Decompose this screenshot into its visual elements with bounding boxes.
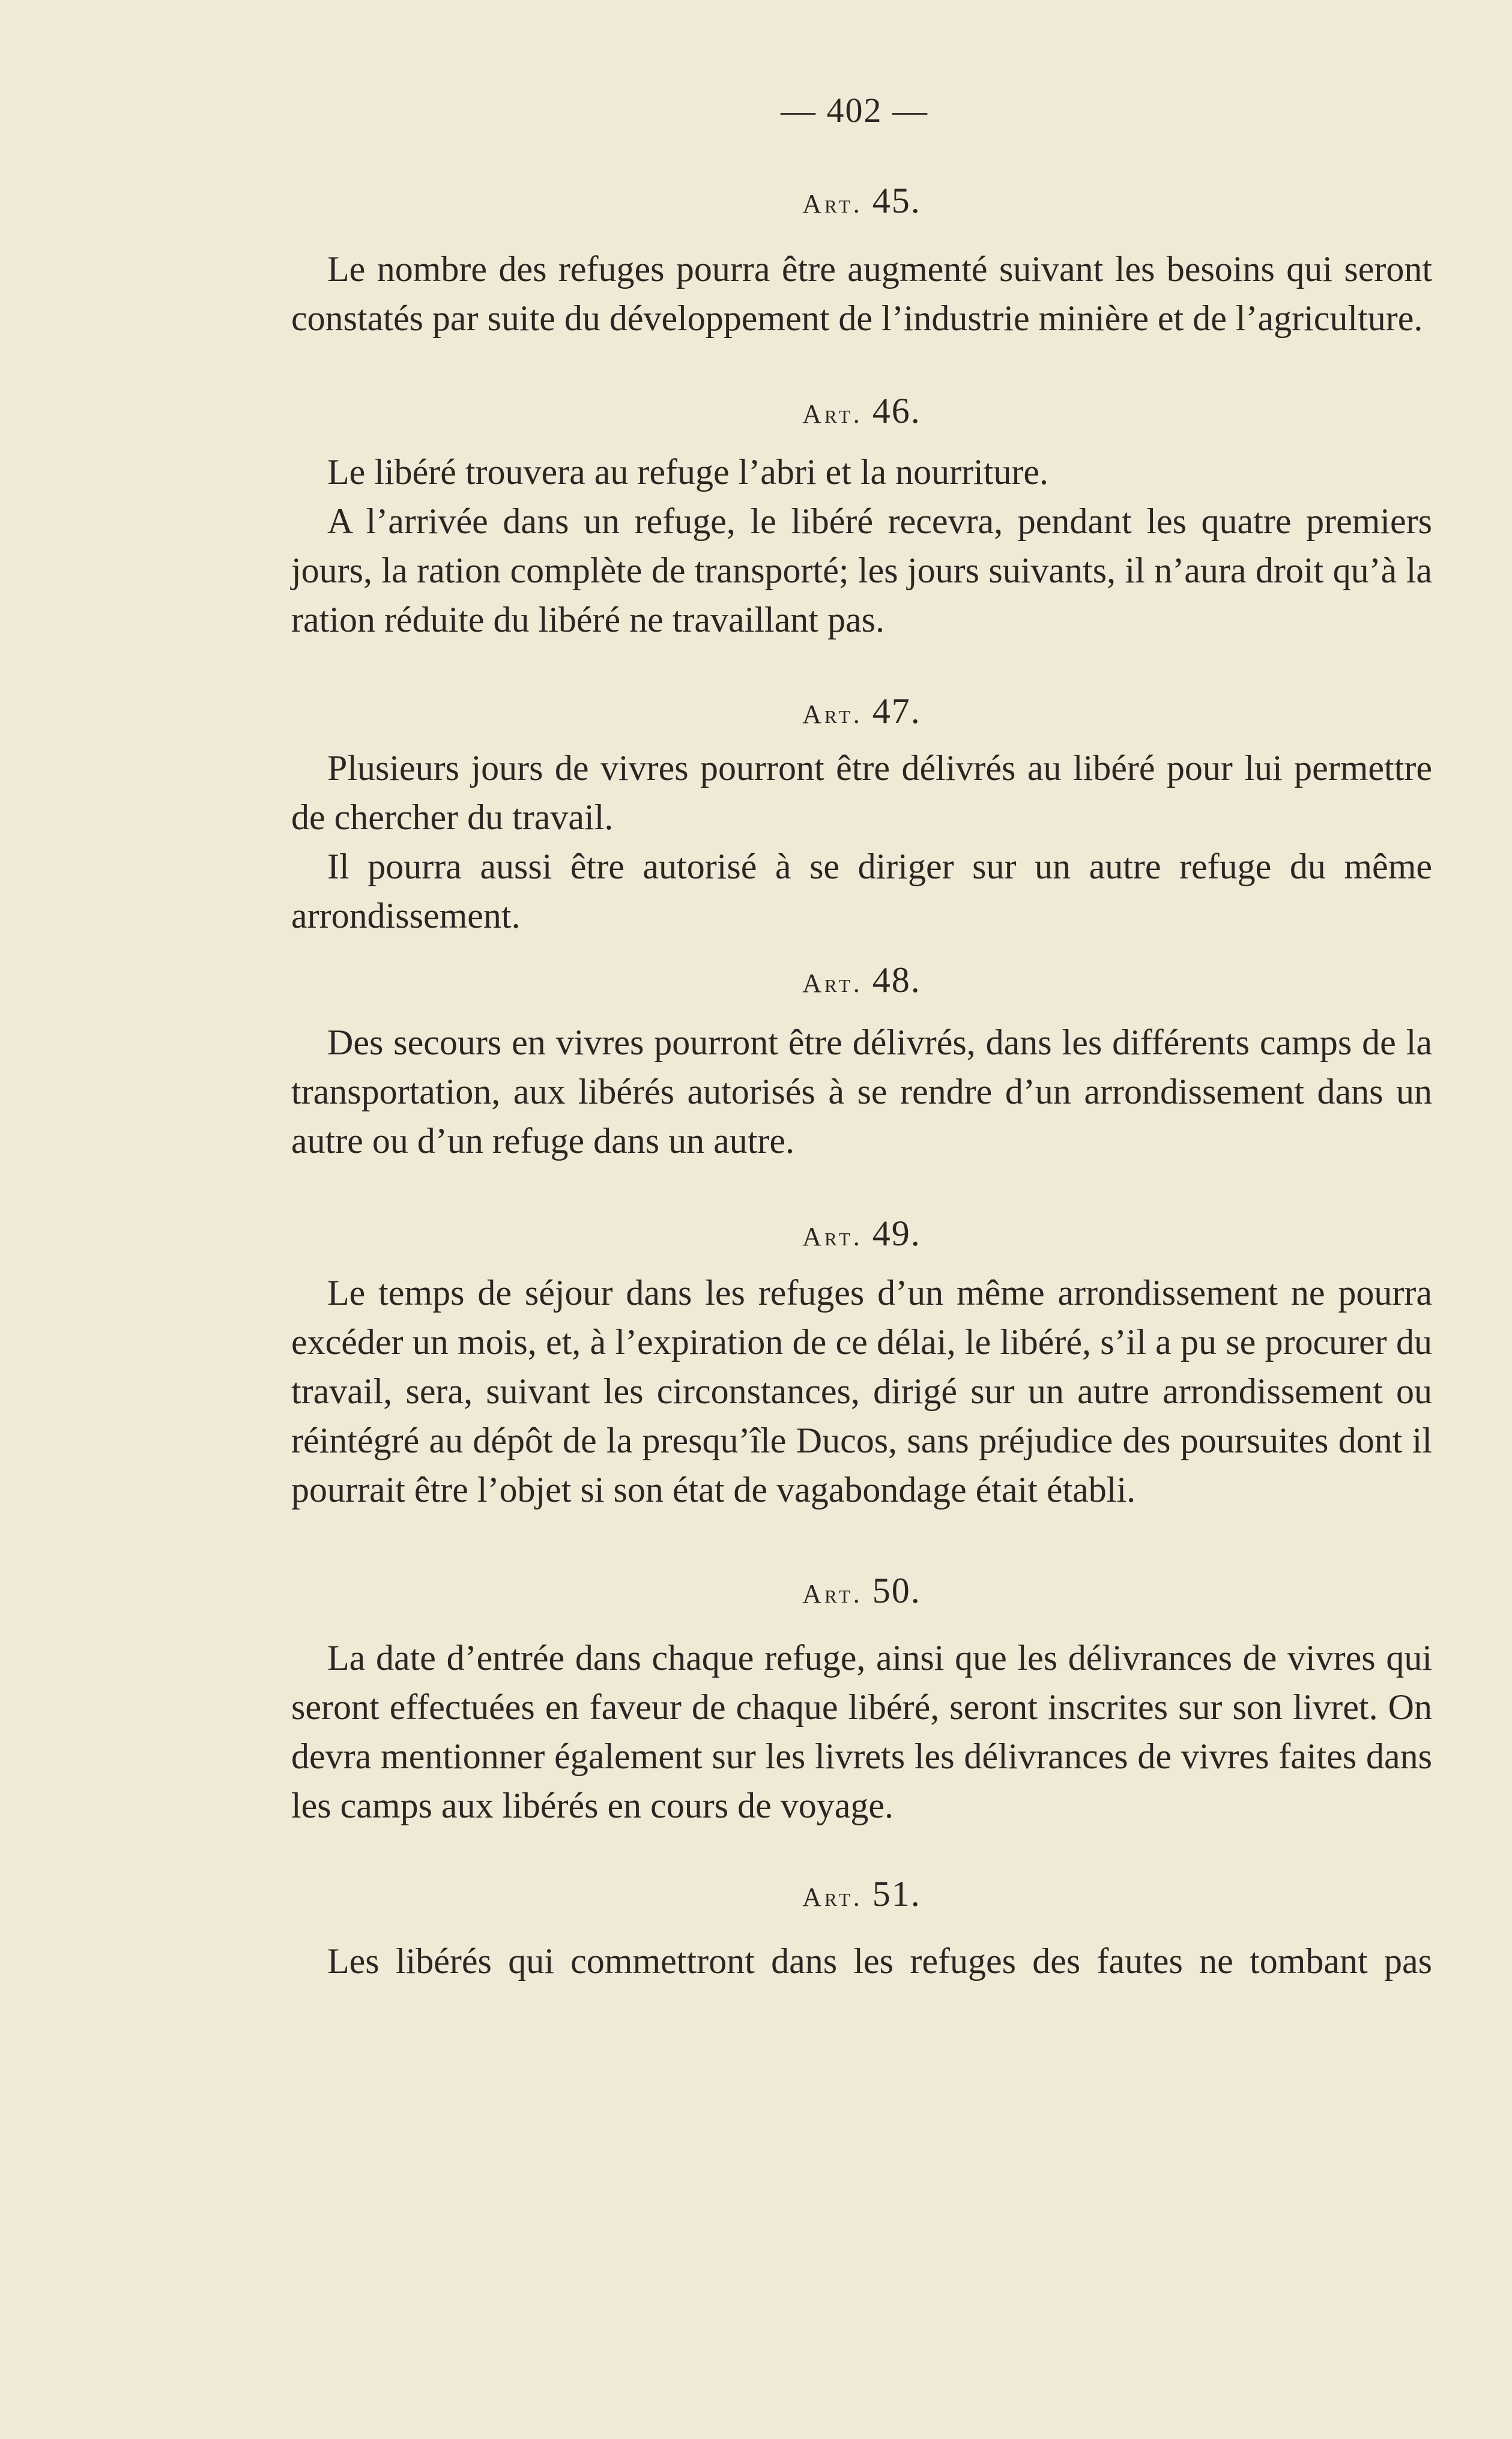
article-heading-prefix: Art. [802,1579,863,1609]
article-heading [291,390,1432,432]
article-heading [291,1570,1432,1612]
article-paragraph: La date d’entrée dans chaque refuge, ainsi que les délivrances de vivres qui seront effectuées en faveur de chaque libéré, seront inscrites sur son livret. On devra mentionner également sur les livrets les délivrances de vivres faites dans les camps aux libérés en cours de voyage. [291,1638,1432,1825]
article-paragraph: Le temps de séjour dans les refuges d’un même arrondissement ne pourra excéder un mois, et, à l’expiration de ce délai, le libéré, s’il a pu se procurer du travail, sera, suivant les circonstances, dirigé sur un autre arrondissement ou réintégré au dépôt de la presqu’île Ducos, sans préjudice des poursuites dont il pourrait être l’objet si son état de vagabondage était établi. [291,1273,1432,1510]
article-heading-prefix: Art. [802,399,863,429]
article-heading-number: 51. [872,1874,921,1914]
article-heading-prefix: Art. [802,969,863,998]
article-heading-number: 47. [872,691,921,731]
article-heading-number: 48. [872,960,921,1000]
article-heading-prefix: Art. [802,189,863,219]
article-paragraph: Le nombre des refuges pourra être augmenté suivant les besoins qui seront constatés par suite du développement de l’industrie minière et de l’agriculture. [291,249,1432,338]
article-heading [291,1213,1432,1254]
article-heading [291,180,1432,222]
article-heading [291,960,1432,1001]
article-heading-number: 45. [872,181,921,220]
article-heading-prefix: Art. [802,1882,863,1912]
article-paragraph: Le libéré trouvera au refuge l’abri et la nourriture. [327,452,1049,492]
scanned-page: — 402 — Art. 45. Le nombre des refuges pourra être augmenté suivant les besoins qui seront constatés par suite du développement de l’industrie minière et de l’agriculture. Art. 46. Le libéré trouvera au refuge l’abri et la nourriture. A l’arrivée dans un refuge, le libéré recevra, pendant les quatre premiers jours, la ration complète de transporté; les jours suivants, il n’aura droit qu’à la ration réduite du libéré ne travaillant pas. Art. 47. Plusieurs jours de vivres pourront être délivrés au libéré pour lui permettre de chercher du travail. Il pourra aussi être autorisé à se diriger sur un autre refuge du même arrondissement. Art. 48. Des secours en vivres pourront être délivrés, dans les différents camps de la transportation, aux libérés autorisés à se rendre d’un arrondissement dans un autre ou d’un refuge dans un autre. Art. 49. Le temps de séjour dans les refuges d’un même arrondissement ne pourra excéder un mois, et, à l’expiration de ce délai, le libéré, s’il a pu se procurer du travail, sera, suivant les circonstances, dirigé sur un autre arrondissement ou réintégré au dépôt de la presqu’île Ducos, sans préjudice des poursuites dont il pourrait être l’objet si son état de vagabondage était établi. Art. 50. La date d’entrée dans chaque refuge, ainsi que les délivrances de vivres qui seront effectuées en faveur de chaque libéré, seront inscrites sur son livret. On devra mentionner également sur les livrets les délivrances de vivres faites dans les camps aux libérés en cours de voyage. Art. 51. Les libérés qui commettront dans les refuges des fautes ne tombant pas [0,0,1512,2439]
article-paragraph: Il pourra aussi être autorisé à se diriger sur un autre refuge du même arrondissement. [291,847,1432,935]
article-heading-number: 46. [872,391,921,431]
article-paragraph: Des secours en vivres pourront être délivrés, dans les différents camps de la transportation, aux libérés autorisés à se rendre d’un arrondissement dans un autre ou d’un refuge dans un autre. [291,1023,1432,1161]
article-heading [291,691,1432,732]
article-heading-prefix: Art. [802,1222,863,1251]
article-paragraph: A l’arrivée dans un refuge, le libéré recevra, pendant les quatre premiers jours, la ration complète de transporté; les jours suivants, il n’aura droit qu’à la ration réduite du libéré ne travaillant pas. [291,501,1432,639]
article-heading [291,1873,1432,1915]
article-paragraph: Les libérés qui commettront dans les refuges des fautes ne tombant pas [327,1941,1432,1981]
article-heading-number: 49. [872,1213,921,1253]
article-heading-number: 50. [872,1571,921,1610]
article-paragraph: Plusieurs jours de vivres pourront être délivrés au libéré pour lui permettre de chercher du travail. [291,748,1432,837]
article-heading-prefix: Art. [802,700,863,729]
